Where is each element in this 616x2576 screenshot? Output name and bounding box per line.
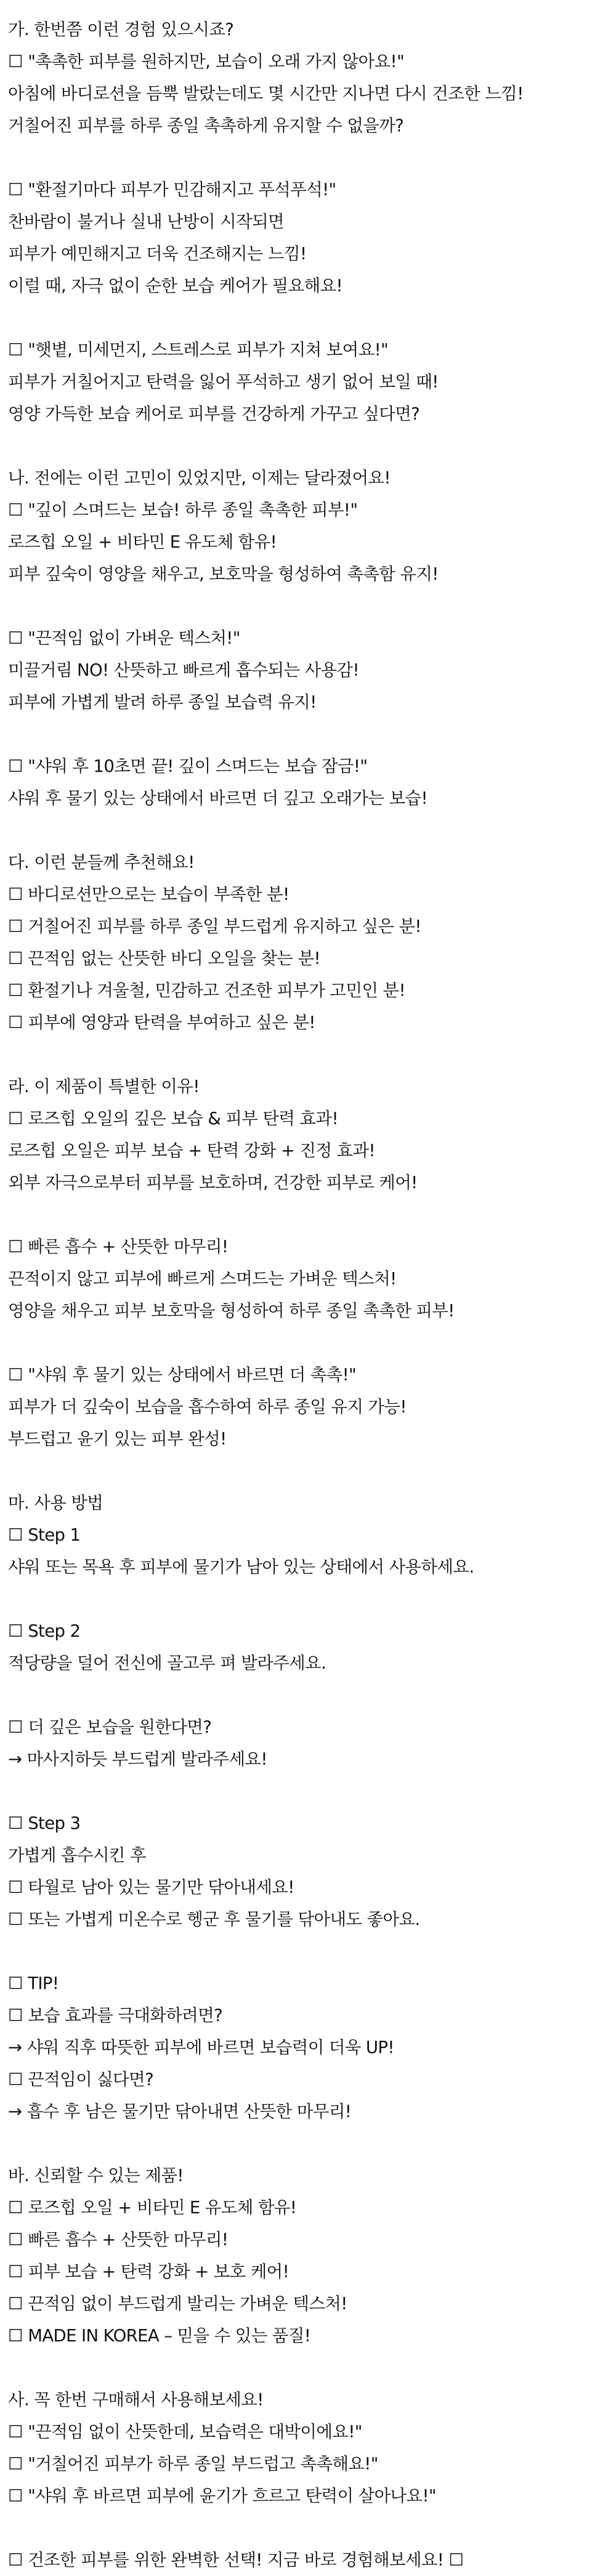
text-line: 나. 전에는 이런 고민이 있었지만, 이제는 달라졌어요! bbox=[8, 468, 391, 488]
text-line: 샤워 후 물기 있는 상태에서 바르면 더 깊고 오래가는 보습! bbox=[8, 788, 428, 808]
text-line: 다. 이런 분들께 추천해요! bbox=[8, 853, 195, 872]
text-line: ☐ Step 3 bbox=[8, 1813, 81, 1833]
text-block bbox=[8, 1615, 608, 1679]
text-line: ☐ 로즈힙 오일 + 비타민 E 유도체 함유! bbox=[8, 2198, 297, 2218]
text-line: 가. 한번쯤 이런 경험 있으시죠? bbox=[8, 20, 234, 39]
text-line: 이럴 때, 자극 없이 순한 보습 케어가 필요해요! bbox=[8, 276, 342, 296]
text-line: 마. 사용 방법 bbox=[8, 1493, 103, 1513]
text-line: 피부에 가볍게 발려 하루 종일 보습력 유지! bbox=[8, 692, 317, 712]
text-line: ☐ 더 깊은 보습을 원한다면? bbox=[8, 1717, 212, 1737]
text-line: ☐ 끈적임 없이 부드럽게 발리는 가벼운 텍스처! bbox=[8, 2294, 347, 2314]
text-line: 외부 자극으로부터 피부를 보호하며, 건강한 피부로 케어! bbox=[8, 1173, 418, 1193]
text-line: ☐ "촉촉한 피부를 원하지만, 보습이 오래 가지 않아요!" bbox=[8, 52, 405, 71]
text-line: → 마사지하듯 부드럽게 발라주세요! bbox=[8, 1749, 267, 1769]
text-line: 라. 이 제품이 특별한 이유! bbox=[8, 1077, 200, 1096]
text-line: ☐ TIP! bbox=[8, 1974, 59, 1993]
text-line: 거칠어진 피부를 하루 종일 촉촉하게 유지할 수 없을까? bbox=[8, 116, 404, 136]
text-line: ☐ 또는 가볍게 미온수로 헹군 후 물기를 닦아내도 좋아요. bbox=[8, 1910, 420, 1929]
text-line: 로즈힙 오일은 피부 보습 + 탄력 강화 + 진정 효과! bbox=[8, 1141, 375, 1160]
text-line: 영양 가득한 보습 케어로 피부를 건강하게 가꾸고 싶다면? bbox=[8, 404, 420, 424]
text-line: 바. 신뢰할 수 있는 제품! bbox=[8, 2166, 184, 2185]
text-line: ☐ 피부 보습 + 탄력 강화 + 보호 케어! bbox=[8, 2262, 290, 2282]
text-line: ☐ "샤워 후 물기 있는 상태에서 바르면 더 촉촉!" bbox=[8, 1365, 357, 1385]
text-line: ☐ 건조한 피부를 위한 완벽한 선택! 지금 바로 경험해보세요! ☐ bbox=[8, 2550, 464, 2570]
text-block bbox=[8, 2544, 608, 2576]
text-block bbox=[8, 334, 608, 430]
text-line: ☐ 환절기나 겨울철, 민감하고 건조한 피부가 고민인 분! bbox=[8, 981, 405, 1000]
text-line: 미끌거림 NO! 산뜻하고 빠르게 흡수되는 사용감! bbox=[8, 660, 359, 680]
text-line: ☐ Step 1 bbox=[8, 1525, 81, 1545]
text-block bbox=[8, 622, 608, 718]
text-line: 피부가 더 깊숙이 보습을 흡수하여 하루 종일 유지 가능! bbox=[8, 1397, 407, 1417]
text-line: ☐ Step 2 bbox=[8, 1621, 81, 1641]
text-line: ☐ "거칠어진 피부가 하루 종일 부드럽고 촉촉해요!" bbox=[8, 2454, 378, 2474]
text-line: → 샤워 직후 따뜻한 피부에 바르면 보습력이 더욱 UP! bbox=[8, 2038, 394, 2057]
text-line: ☐ "샤워 후 바르면 피부에 윤기가 흐르고 탄력이 살아나요!" bbox=[8, 2486, 436, 2506]
text-line: ☐ "햇볕, 미세먼지, 스트레스로 피부가 지쳐 보여요!" bbox=[8, 340, 389, 360]
text-line: 부드럽고 윤기 있는 피부 완성! bbox=[8, 1429, 227, 1449]
text-block bbox=[8, 1711, 608, 1775]
text-line: ☐ 피부에 영양과 탄력을 부여하고 싶은 분! bbox=[8, 1013, 315, 1032]
text-block bbox=[8, 1807, 608, 1935]
text-line: ☐ 빠른 흡수 + 산뜻한 마무리! bbox=[8, 2230, 229, 2250]
text-line: 찬바람이 불거나 실내 난방이 시작되면 bbox=[8, 212, 285, 232]
text-line: ☐ 빠른 흡수 + 산뜻한 마무리! bbox=[8, 1237, 229, 1257]
text-line: ☐ 타월로 남아 있는 물기만 닦아내세요! bbox=[8, 1877, 294, 1897]
text-line: 가볍게 흡수시킨 후 bbox=[8, 1845, 147, 1865]
text-line: 로즈힙 오일 + 비타민 E 유도체 함유! bbox=[8, 532, 277, 552]
text-block bbox=[8, 14, 608, 142]
text-block bbox=[8, 846, 608, 1039]
text-line: ☐ 로즈힙 오일의 깊은 보습 & 피부 탄력 효과! bbox=[8, 1109, 338, 1128]
text-block bbox=[8, 2160, 608, 2352]
text-block bbox=[8, 1359, 608, 1455]
text-line: ☐ 끈적임 없는 산뜻한 바디 오일을 찾는 분! bbox=[8, 949, 320, 968]
text-line: 적당량을 덜어 전신에 골고루 펴 발라주세요. bbox=[8, 1653, 326, 1673]
text-block bbox=[8, 1071, 608, 1199]
text-line: 아침에 바디로션을 듬뿍 발랐는데도 몇 시간만 지나면 다시 건조한 느낌! bbox=[8, 84, 524, 103]
text-line: 샤워 또는 목욕 후 피부에 물기가 남아 있는 상태에서 사용하세요. bbox=[8, 1557, 474, 1577]
text-block bbox=[8, 1487, 608, 1583]
text-block bbox=[8, 174, 608, 302]
text-line: → 흡수 후 남은 물기만 닦아내면 산뜻한 마무리! bbox=[8, 2102, 352, 2121]
text-block bbox=[8, 750, 608, 814]
text-block bbox=[8, 462, 608, 590]
text-line: ☐ "끈적임 없이 가벼운 텍스처!" bbox=[8, 628, 240, 648]
text-line: 영양을 채우고 피부 보호막을 형성하여 하루 종일 촉촉한 피부! bbox=[8, 1301, 455, 1321]
text-line: ☐ "끈적임 없이 산뜻한데, 보습력은 대박이에요!" bbox=[8, 2422, 362, 2442]
text-line: 피부 깊숙이 영양을 채우고, 보호막을 형성하여 촉촉함 유지! bbox=[8, 564, 439, 584]
text-line: 끈적이지 않고 피부에 빠르게 스며드는 가벼운 텍스처! bbox=[8, 1269, 397, 1289]
text-block bbox=[8, 2384, 608, 2512]
text-line: 사. 꼭 한번 구매해서 사용해보세요! bbox=[8, 2390, 264, 2410]
text-line: ☐ MADE IN KOREA – 믿을 수 있는 품질! bbox=[8, 2326, 311, 2346]
text-line: 피부가 거칠어지고 탄력을 잃어 푸석하고 생기 없어 보일 때! bbox=[8, 372, 439, 392]
text-line: ☐ 끈적임이 싫다면? bbox=[8, 2070, 154, 2089]
text-line: ☐ "샤워 후 10초면 끝! 깊이 스며드는 보습 잠금!" bbox=[8, 756, 368, 776]
text-line: ☐ 거칠어진 피부를 하루 종일 부드럽게 유지하고 싶은 분! bbox=[8, 917, 421, 936]
text-line: ☐ 바디로션만으로는 보습이 부족한 분! bbox=[8, 885, 290, 904]
text-line: ☐ "깊이 스며드는 보습! 하루 종일 촉촉한 피부!" bbox=[8, 500, 358, 520]
text-line: 피부가 예민해지고 더욱 건조해지는 느낌! bbox=[8, 244, 307, 264]
text-block bbox=[8, 1231, 608, 1327]
text-block bbox=[8, 1967, 608, 2128]
text-line: ☐ "환절기마다 피부가 민감해지고 푸석푸석!" bbox=[8, 180, 336, 200]
text-line: ☐ 보습 효과를 극대화하려면? bbox=[8, 2006, 223, 2025]
